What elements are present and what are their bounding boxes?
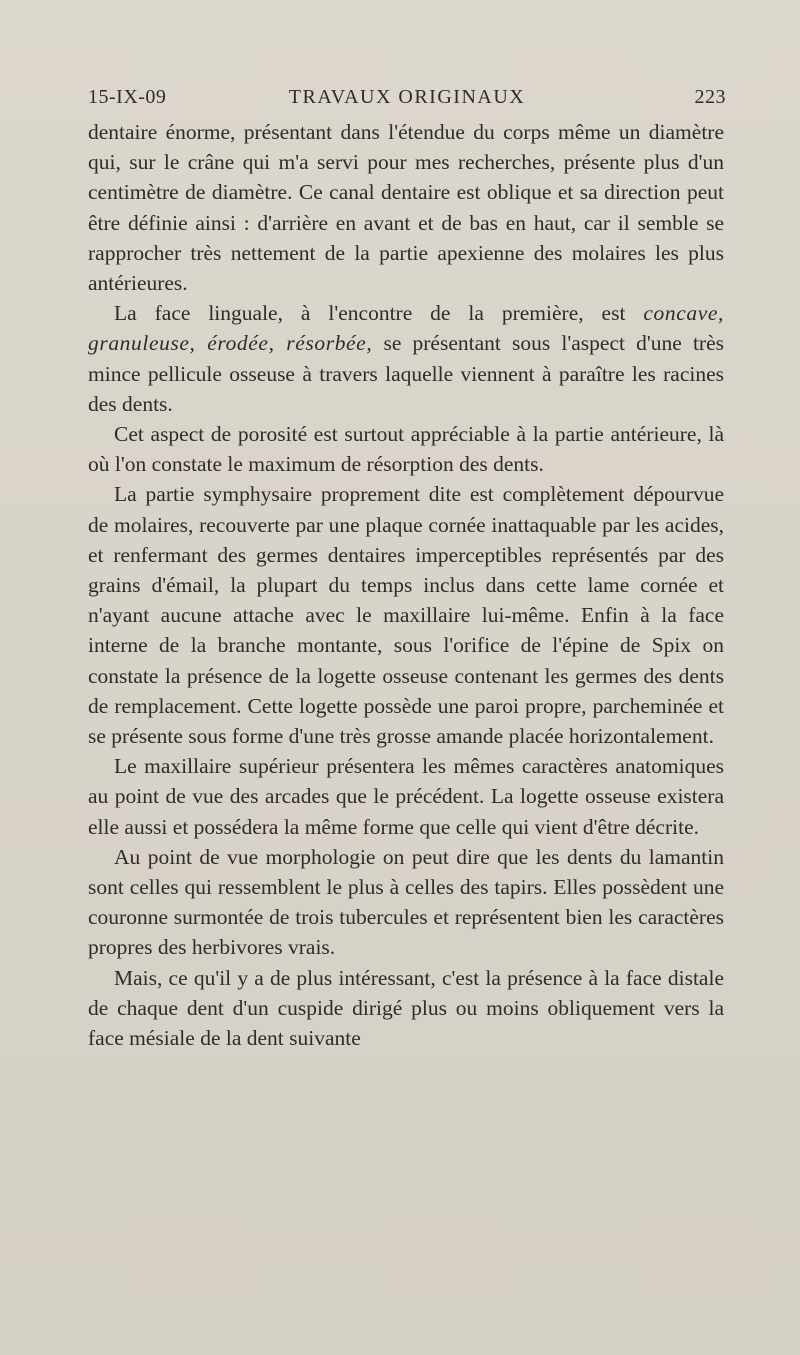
page-number: 223 (694, 86, 726, 108)
page-body (88, 117, 724, 1053)
header-date: 15-IX-09 (88, 86, 167, 108)
header-title: TRAVAUX ORIGINAUX (288, 86, 526, 108)
paragraph-2-before: La face linguale, à l'encontre de la première, est (114, 301, 644, 326)
paragraph-1: dentaire énorme, présentant dans l'étendue du corps même un diamètre qui, sur le crâne qui m'a servi pour mes recherches, présente plus d'un centimètre de diamètre. Ce canal dentaire est oblique et sa direction peut être définie ainsi : d'arrière en avant et de bas en haut, car il semble se rapprocher très nettement de la partie apexienne des molaires les plus antérieures. (88, 120, 724, 296)
paragraph-3: Cet aspect de porosité est surtout appréciable à la partie antérieure, là où l'on constate le maximum de résorption des dents. (88, 422, 724, 477)
paragraph-2-after: se présentant sous l'aspect d'une très mince pellicule osseuse à travers laquelle viennent à paraître les racines des dents. (88, 331, 724, 416)
paragraph-2 (88, 298, 724, 419)
paragraph-7: Mais, ce qu'il y a de plus intéressant, c'est la présence à la face distale de chaque dent d'un cuspide dirigé plus ou moins obliquement vers la face mésiale de la dent suivante (88, 965, 724, 1051)
paragraph-2-italic: concave, granuleuse, érodée, résorbée, (88, 301, 724, 356)
paragraph-5: Le maxillaire supérieur présentera les mêmes caractères anatomiques au point de vue des arcades que le précédent. La logette osseuse existera elle aussi et possédera la même forme que celle qui vient d'être décrite. (88, 754, 724, 839)
running-header (88, 86, 726, 116)
paragraph-4: La partie symphysaire proprement dite est complètement dépourvue de molaires, recouverte par une plaque cornée inattaquable par les acides, et renfermant des germes dentaires imperceptibles représentés par des grains d'émail, la plupart du temps inclus dans cette lame cornée et n'ayant aucune attache avec le maxillaire lui-même. Enfin à la face interne de la branche montante, sous l'orifice de l'épine de Spix on constate la présence de la logette osseuse contenant les germes des dents de remplacement. Cette logette possède une paroi propre, parcheminée et se présente sous forme d'une très grosse amande placée horizontalement. (88, 482, 724, 749)
paragraph-6: Au point de vue morphologie on peut dire que les dents du lamantin sont celles qui ressemblent le plus à celles des tapirs. Elles possèdent une couronne surmontée de trois tubercules et représentent bien les caractères propres des herbivores vrais. (88, 844, 724, 960)
